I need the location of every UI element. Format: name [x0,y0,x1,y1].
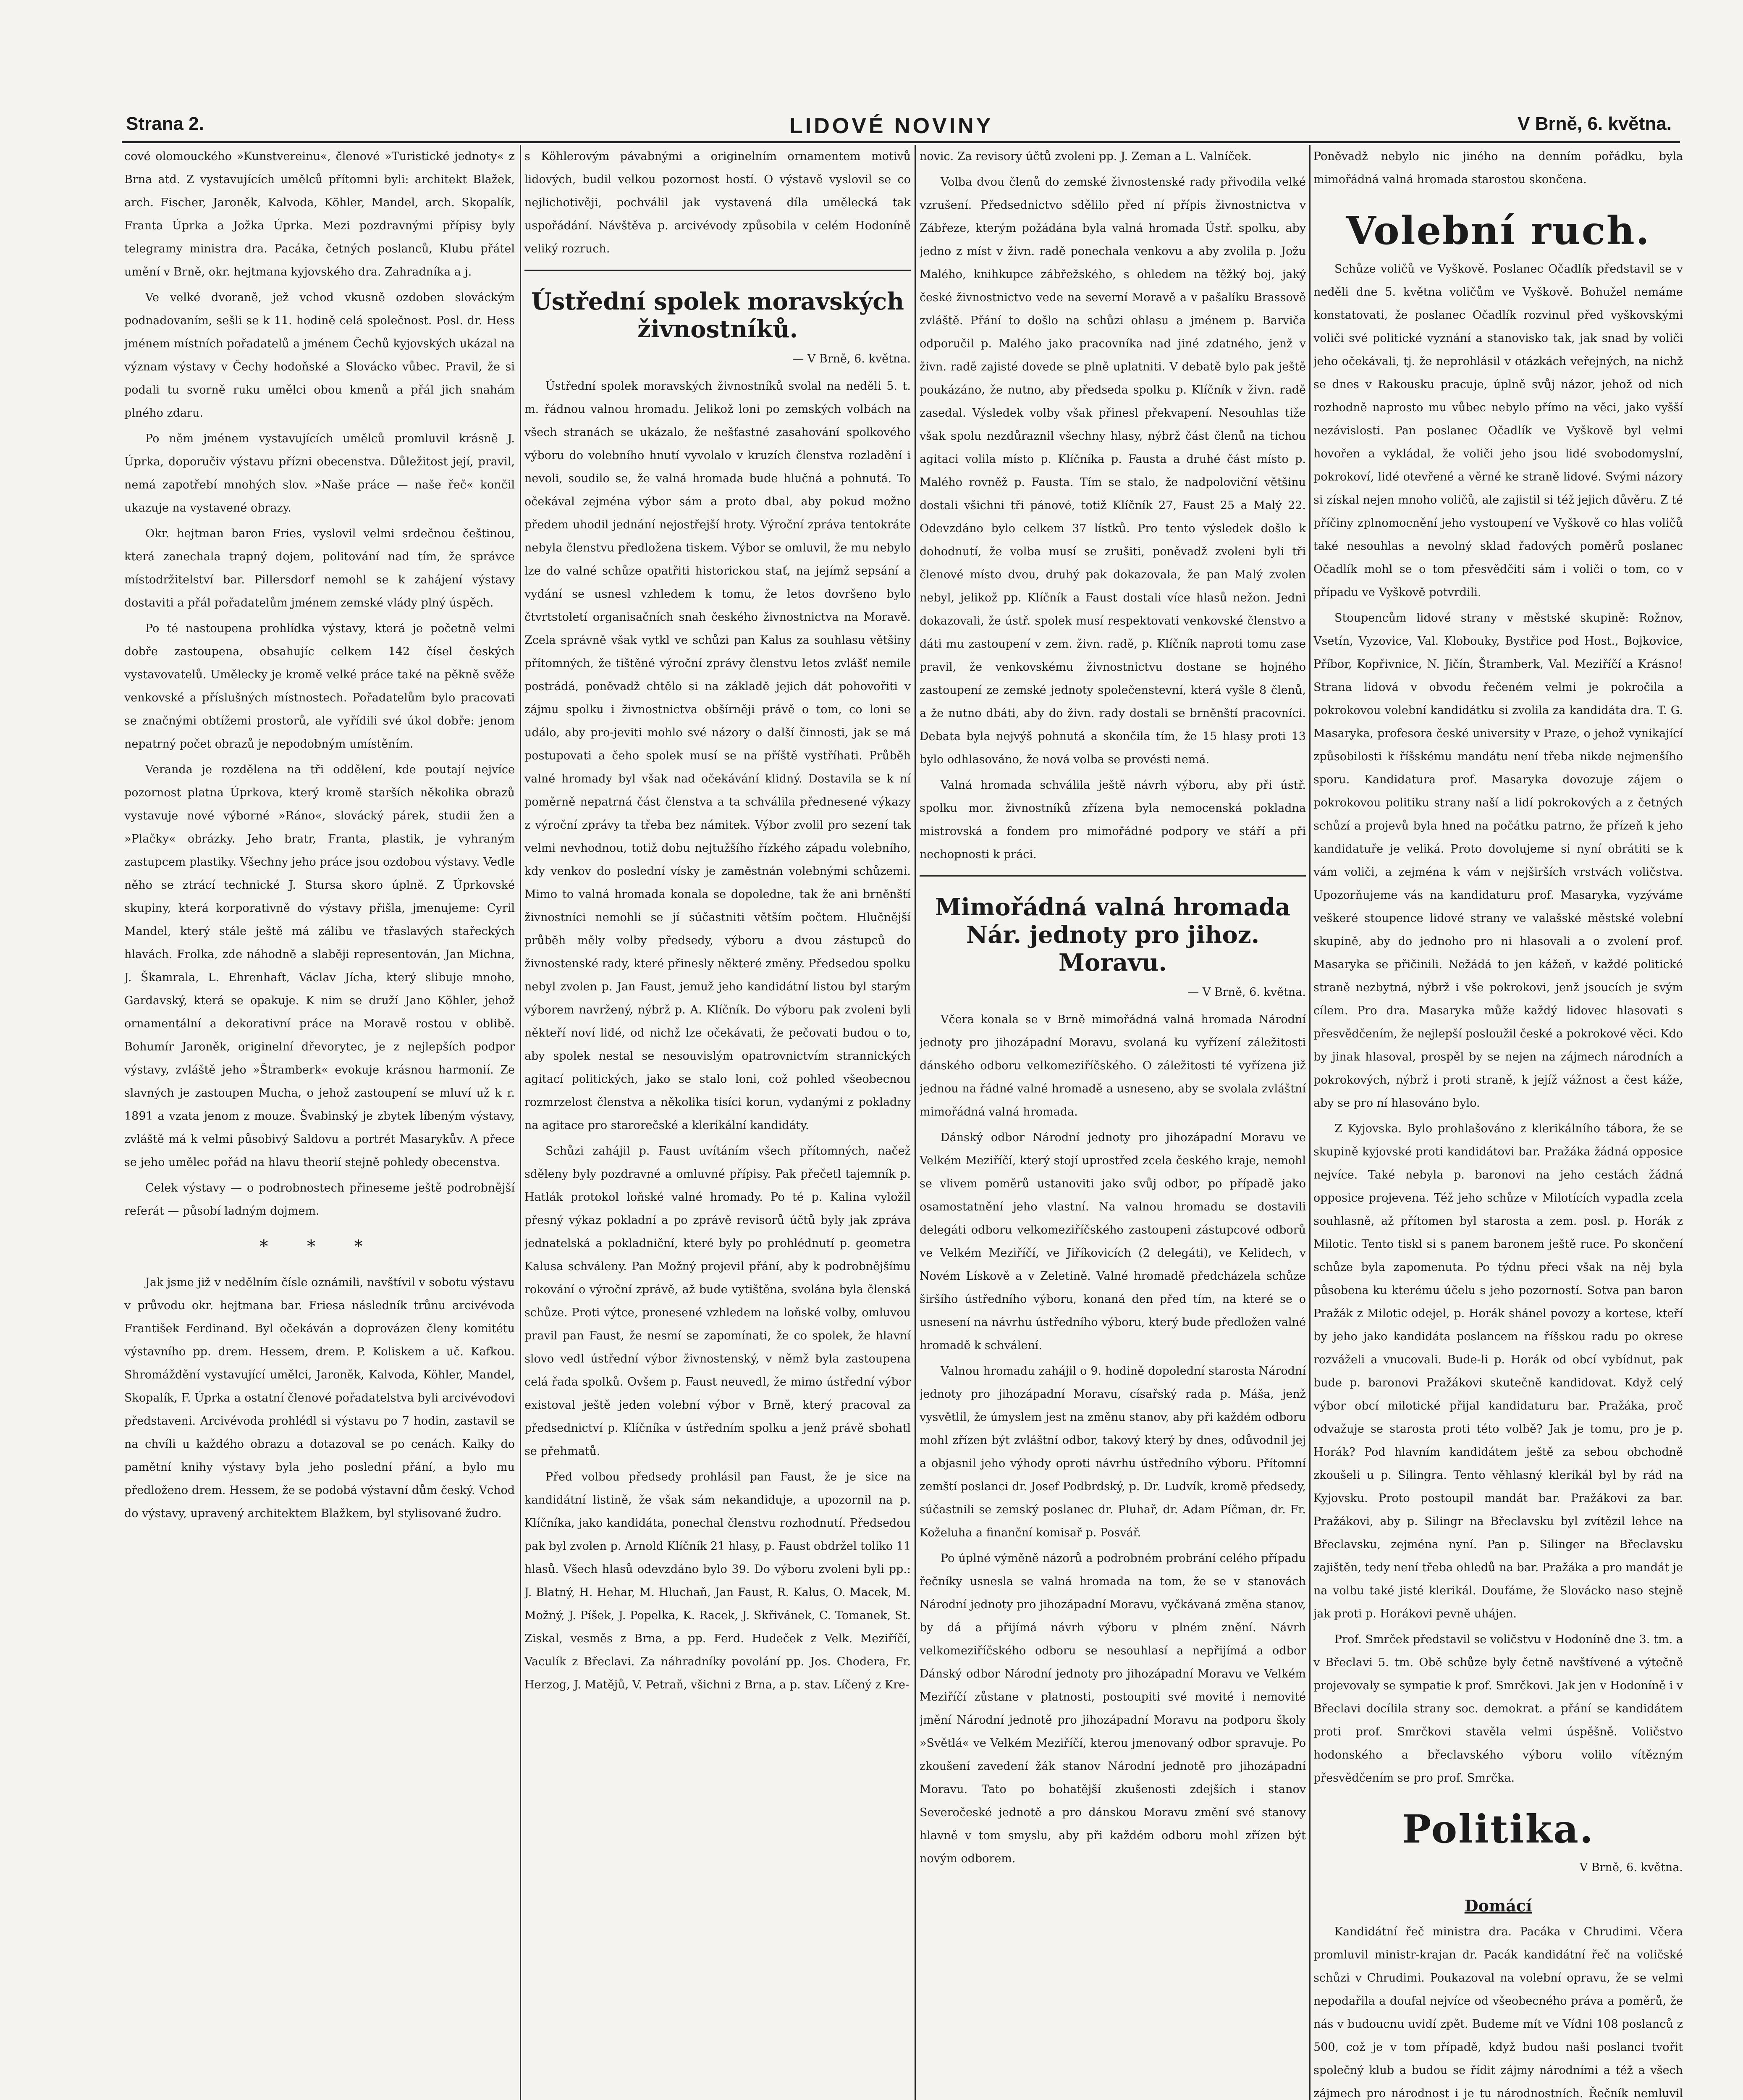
article-heading: Ústřední spolek moravských živnostníků. [531,288,904,343]
article-paragraph: Ve velké dvoraně, jež vchod vkusně ozdoben slováckým podnadovaním, sešli se k 11. hodině celá společnost. Posl. dr. Hess jménem místních pořadatelů a jménem Čechů kyjovských ukázal na význam výstavy v Čechy hodoňské a Slovácko vůbec. Pravil, že si podali tu svorně ruku umělci obou kmenů a přál jich snahám plného zdaru. [124,291,515,420]
section-heading-volebni-ruch: Volební ruch. [1346,208,1651,253]
article-paragraph: Prof. Smrček představil se voličstvu v Hodoníně dne 3. tm. a v Břeclavi 5. tm. Obě schůze byly četně navštívené a výtečně projevovaly se sympatie k prof. Smrčkovi. Jak jen v Hodoníně i v Břeclavi docílila strany soc. demokrat. a přání se kandidátem proti prof. Smrčkovi stavěla velmi úspěšně. Voličstvo hodonského a břeclavského výboru volilo vítězným přesvědčením se pro prof. Smrčka. [1313,1633,1683,1785]
article-paragraph: cové olomouckého »Kunstvereinu«, členové »Turistické jednoty« z Brna atd. Z vystavujících umělců přítomni byli: architekt Blažek, arch. Fischer, Jaroněk, Kalvoda, Köhler, Mandel, arch. Skopalík, Franta Úprka a Jožka Úprka. Mezi pozdravnými přípisy byly telegramy ministra dra. Pacáka, četných poslanců, Klubu přátel umění v Brně, okr. hejtmana kyjovského dra. Zahradníka a j. [124,150,515,278]
article-paragraph: Dánský odbor Národní jednoty pro jihozápadní Moravu ve Velkém Meziříčí, který stojí uprostřed zcela českého kraje, nemohl se vlivem poměrů ustanoviti jako svůj odbor, po případě jako osamostatnění jeho vlastní. Na valnou hromadu se dostavili delegáti odboru velkomeziříčského zastoupeni zástupcové odborů ve Velkém Meziříčí, ve Jiříkovicích (2 delegáti), ve Kelidech, v Novém Lískově a v Zeletině. Valné hromadě předcházela schůze širšího ústředního výboru, konaná den před tím, na které se o usnesení na návrhu ústředního výboru, který bude předložen valné hromadě k schválení. [920,1131,1306,1352]
column-3 [920,145,1306,2100]
column-divider [1309,145,1311,2100]
article-paragraph: Z Kyjovska. Bylo prohlašováno z klerikálního tábora, že se skupině kyjovské proti kandidátovi bar. Pražáka žádná opposice nejvíce. Také nebyla p. baronovi na jeho cestách žádná opposice projevena. Též jeho schůze v Milotících vypadla zcela souhlasně, až přítomen byl starosta a zem. posl. p. Horák z Milotic. Tento tiskl si s panem baronem ještě ruce. Po skončení schůze byla zapomenuta. Po týdnu přeci však na něj byla působena ku kterému účelu s jeho pozorností. Sotva pan baron Pražák z Milotic odejel, p. Horák shánel povozy a kortese, kteří by jeho jako kandidáta poslancem na říšskou radu po okrese rozváželi a vnucovali. Bude-li p. Horák od obcí vybídnut, pak bude p. baronovi Pražákovi skutečně kandidovat. Když celý výbor obcí milotické přijal kandidaturu bar. Pražáka, proč odvažuje se starosta proti této volbě? Jak je tomu, pro je p. Horák? Pod hlavním kandidátem ještě za sebou obchodně zkoušeli u p. Silingra. Tento věhlasný klerikál byl by rád na Kyjovsku. Proto postoupil mandát bar. Pražákovi za bar. Pražákovi, aby p. Silingr na Břeclavsku byl zvítězil lehce na Břeclavsku, zejména nyní. Pan p. Silinger na Břeclavsku zajištěn, tedy není třeba ohledů na bar. Pražáka a pro mandát je na volbu také jisté klerikál. Doufáme, že Slovácko naso stejně jak proti p. Horákovi pevně uhájen. [1313,1122,1683,1620]
page-number: Strana 2. [126,113,204,134]
column-1 [124,145,515,2100]
article-paragraph: Po té nastoupena prohlídka výstavy, která je početně velmi dobře zastoupena, obsahujíc celkem 142 čísel českých vystavovatelů. Umělecky je kromě velké práce také na pěkně svěže venkovské a příslušných místnostech. Pořadatelům bylo pracovati se značnými obtížemi prostorů, ale vyřídili své úkol dobře: jenom nepatrný počet obrazů je nepodobným umístěním. [124,622,515,751]
article-paragraph: Ústřední spolek moravských živnostníků svolal na neděli 5. t. m. řádnou valnou hromadu. Jelikož loni po zemských volbách na všech stranách se ukázalo, že nešťastné zasahování spolkového výboru do volebního hnutí vyvolalo v kruzích členstva rozladění i nevoli, soudilo se, že valná hromada bude hlučná a pohnutá. To očekával zejména výbor sám a proto dbal, aby pokud možno předem uhodil jednání nejostřejší hroty. Výroční zpráva tentokráte nebyla členstvu předložena tiskem. Výbor se omluvil, že mu nebylo lze do valné schůze opatřiti historickou stať, na jejímž sepsání a vydání se usnesl vzhledem k tomu, že letos dovršeno bylo čtvrtstoletí organisačních snah českého živnostnictva na Moravě. Zcela správně však vytkl ve schůzi pan Kalus za souhlasu většiny přítomných, že tištěné výroční zprávy členstvu letos zvlášť nemile postrádá, poněvadž chtělo si na základě jejich dát pohovořiti v zájmu spolku i živnostnictva obšírněji právě o tom, co loni se událo, aby pro-jeviti mohlo své názory o další činnosti, jak se má postupovati a čeho spolek musí se na příště vystříhati. Průběh valné hromady byl však nad očekávání klidný. Dostavila se k ní poměrně nepatrná část členstva a ta schválila přednesené výkazy z výroční zprávy ta třeba bez námitek. Výbor zvolil pro sezení tak velmi nevhodnou, totiž dobu nejtužšího řízkého západu volebního, kdy venkov do poslední vísky je zaměstnán volebnými schůzemi. Mimo to valná hromada konala se dopoledne, tak že ani brněnští živnostníci nemohli se jí súčastniti větším počtem. Hlučnější průběh měly volby předsedy, výboru a dvou zástupců do živnostenské rady, které přinesly některé změny. Předsedou spolku nebyl zvolen p. Jan Faust, jemuž jeho kandidátní listou byl starým výborem navržený, nýbrž p. A. Klíčník. Do výboru pak zvoleni byli někteří noví lidé, od nichž lze očekávati, že pečovati budou o to, aby spolek nestal se nesouvislým opatrovnictvím strannických agitací politických, jako se stalo loni, což pohled všeobecnou rozmrzelost členstva a několika tisíci korun, vydanými z pokladny na agitace pro starorečské a klerikální kandidáty. [524,380,911,1132]
article-paragraph: Veranda je rozdělena na tři oddělení, kde poutají nejvíce pozornost platna Úprkova, který kromě starších několika obrazů vystavuje nové výborné »Ráno«, slovácký párek, studii žen a »Plačky« obrázky. Jeho bratr, Franta, plastik, je vyhraným zastupcem plastiky. Všechny jeho práce jsou ozdobou výstavy. Vedle něho se ztrácí technické J. Stursa skoro úplně. Z Úprkovské skupiny, která korporativně do výstavy přišla, jmenujeme: Cyril Mandel, který stále ještě má zálibu ve třaslavých stařeckých hlavách. Frolka, zde náhodně a slaběji representován, Jan Michna, J. Škamrala, L. Ehrenhaft, Václav Jícha, který slibuje mnoho, Gardavský, která se opakuje. K nim se druží Jano Köhler, jehož ornamentální a dekorativní práce na Moravě rostou v oblibě. Bohumír Jaroněk, originelní dřevorytec, je z nejlepších podpor výstavy, zvláště jeho »Štramberk« evokuje krásnou harmonií. Ze slavných je zastoupen Mucha, o jehož zastoupení se mluví už k r. 1891 a vzata jenom z mouze. Švabinský je zbytek líbeným výstavy, zvláště má k velmi působivý Saldovu a portrét Masarykův. A přece se jeho umělec pořád na hlavu theorií stejně pohledy obecenstva. [124,763,515,1169]
article-paragraph: Valnou hromadu zahájil o 9. hodině dopolední starosta Národní jednoty pro jihozápadní Moravu, císařský rada p. Máša, jenž vysvětlil, že úmyslem jest na změnu stanov, aby při každém odboru mohl zřízen být zvláštní odbor, takový který by dnes, odůvodnil jej a objasnil jeho výhody oproti návrhu ústředního výboru. Přítomní zemští poslanci dr. Josef Podbrdský, p. Dr. Ludvík, kromě předsedy, súčastnili se zemský poslanec dr. Pluhař, dr. Adam Píčman, dr. Fr. Koželuha a finanční komisař p. Posvář. [920,1365,1306,1539]
section-heading-politika: Politika. [1402,1806,1594,1852]
article-paragraph: Schůzi zahájil p. Faust uvítáním všech přítomných, načež sděleny byly pozdravné a omluvné přípisy. Pak přečetl tajemník p. Hatlák protokol loňské valné hromady. Po té p. Kalina vyložil přesný výkaz pokladní a po zprávě revisorů účtů byly jak zpráva jednatelská a pokladniční, které byly po prohlédnutí p. geometra Kalusa schváleny. Pan Možný projevil přání, aby k podrobnějšímu rokování o výroční zprávě, až bude vytištěna, svolána byla členská schůze. Proti výtce, pronesené vzhledem na loňské volby, omluvou pravil pan Faust, že nesmí se zapomínati, že co spolek, že hlavní slovo vedl ústřední výbor živnostenský, v němž byla zastoupena celá řada spolků. Ovšem p. Faust neuvedl, že mimo ústřední výbor existoval ještě jeden volební výbor v Brně, který pracoval za předsednictví p. Klíčníka v ústředním spolku a jenž právě sbohatl se přehmatů. [524,1144,911,1458]
article-rule [524,270,911,271]
column-4 [1313,145,1683,2100]
article-paragraph: Před volbou předsedy prohlásil pan Faust, že je sice na kandidátní listině, že však sám nekandiduje, a upozornil na p. Klíčníka, jako kandidáta, ponechal členstvu rozhodnutí. Předsedou pak byl zvolen p. Arnold Klíčník 21 hlasy, p. Faust obdržel toliko 11 hlasů. Všech hlasů odevzdáno bylo 39. Do výboru zvoleni byli pp.: J. Blatný, H. Hehar, M. Hluchaň, Jan Faust, R. Kalus, O. Macek, M. Možný, J. Píšek, J. Popelka, K. Racek, J. Skřivánek, C. Tomanek, St. Ziskal, vesměs z Brna, a pp. Ferd. Hudeček z Velk. Meziříčí, Vaculík z Břeclavi. Za náhradníky povolání pp. Jos. Chodera, Fr. Herzog, J. Matějů, V. Petraň, všichni z Brna, a p. stav. Líčený z Kre- [524,1470,911,1691]
article-heading: Mimořádná valná hromada Nár. jednoty pro jihoz. Moravu. [935,893,1291,976]
article-paragraph: Po něm jménem vystavujících umělců promluvil krásně J. Úprka, doporučiv výstavu přízni obecenstva. Důležitost její, pravil, nemá zapotřebí mnohých slov. »Naše práce — naše řeč« končil ukazuje na vystavené obrazy. [124,432,515,514]
article-paragraph: Valná hromada schválila ještě návrh výboru, aby při ústř. spolku mor. živnostníků zřízena byla nemocenská pokladna mistrovská a fondem pro mimořádné podpory ve stáří a při nechopnosti k práci. [920,779,1306,861]
column-divider [520,145,521,2100]
dateline: — V Brně, 6. května. [1187,986,1306,999]
article-rule [920,875,1306,877]
article-paragraph: Včera konala se v Brně mimořádná valná hromada Národní jednoty pro jihozápadní Moravu, svolaná ku vyřízení záležitosti dánského odboru velkomeziříčského. O záležitosti té vyřízena již jednou na řádné valné hromadě a usneseno, aby se svolala zvláštní mimořádná valná hromada. [920,1013,1306,1118]
article-paragraph: Schůze voličů ve Vyškově. Poslanec Očadlík představil se v neděli dne 5. května voličům ve Vyškově. Bohužel nemáme konstatovati, že poslanec Očadlík rozvinul před vyškovskými voliči své politické vyznání a stanovisko tak, jak snad by voliči jeho očekávali, tj. že neprohlásil v otázkách veřejných, na nichž se dnes v Rakousku pracuje, úplně svůj názor, jehož od nich rozhodně naprosto mu vůbec nebylo přímo na věci, jako vyšší nezávislosti. Pan poslanec Očadlík ve Vyškově byl velmi hovořen a vykládal, že voliči jeho jsou lidé svobodomyslní, pokrokoví, lidé otevřené a věrné ke straně lidové. Svými názory si získal nejen mnoho voličů, ale zajistil si též jejich důvěru. Z té příčiny zplnomocnění jeho vystoupení ve Vyškově co hlas voličů také nesouhlas a nevolný sklad řadových poměrů poslanec Očadlík mohl se o tom přesvědčiti sám i voliči o tom, co v případu ve Vyškově potvrdili. [1313,262,1683,599]
dateline: V Brně, 6. května. [1579,1861,1683,1874]
masthead-rule [122,141,1680,143]
article-paragraph: Jak jsme již v nedělním čísle oznámili, navštívil v sobotu výstavu v průvodu okr. hejtmana bar. Friesa následník trůnu arcivévoda František Ferdinand. Byl očekáván a doprovázen členy komitétu výstavního pp. drem. Hessem, drem. P. Koliskem a uč. Kafkou. Shromáždění vystavující umělci, Jaroněk, Kalvoda, Köhler, Mandel, Skopalík, F. Úprka a ostatní členové pořadatelstva byli arcivévodovi představeni. Arcivévoda prohlédl si výstavu po 7 hodin, zastavil se na chvíli u každého obrazu a dotazoval se po cenách. Kaiky do pamětní knihy výstavy byla jeho poslední přání, a bylo mu předloženo drem. Hessem, že se podobá výstavní dům český. Vchod do výstavy, upravený architektem Blažkem, byl stylisované žudro. [124,1276,515,1520]
article-paragraph: Kandidátní řeč ministra dra. Pacáka v Chrudimi. Včera promluvil ministr-krajan dr. Pacák kandidátní řeč na voličské schůzi v Chrudimi. Poukazoval na volební opravu, že se velmi nepodařila a doufal nejvíce od všeobecného práva a poměrů, že nás v budoucnu uvidí zpět. Budeme mít ve Vídni 108 poslanců z 500, což je v tom případě, když budou naši poslanci tvořit společný klub a budou se řídit zájmy národními a též a všech zájmech pro národnost i je tu národnostních. Řečník nemluvil [1313,1925,1683,2100]
article-paragraph: Volba dvou členů do zemské živnostenské rady přivodila velké vzrušení. Předsednictvo sdělilo před ní přípis živnostnictva v Zábřeze, kterým požádána byla valná hromada Ústř. spolku, aby jedno z míst v živn. radě ponechala venkovu a aby zvolila p. Jožu Malého, knihkupce zábřežského, s ohledem na těžký boj, jaký české živnostnictvo vede na severní Moravě a v pašalíku Brassově zvláště. Přání to došlo na schůzi ohlasu a jménem p. Barviča odporučil p. Malého jako pracovníka nad jiné zdatného, jenž v živn. radě zajisté dovede se plně uplatniti. V debatě bylo pak ještě poukázáno, že nutno, aby předseda spolku p. Klíčník v živn. radě zasedal. Výsledek volby však přinesl překvapení. Nesouhlas tiže však spolu nezdůraznil všechny hlasy, nýbrž část členů na tichou agitaci volila místo p. Klíčníka p. Fausta a druhé část místo p. Malého rovněž p. Fausta. Tím se stalo, že nadpoloviční většinu dostali všichni tři pánové, totiž Klíčník 27, Faust 25 a Malý 22. Odevzdáno bylo celkem 37 lístků. Pro tento výsledek došlo k dohodnutí, že volba musí se zrušiti, poněvadž zvoleni byli tři členové místo dvou, druhý pak dokazovala, že pan Malý zvolen nebyl, jelikož pp. Klíčník a Faust dostali více hlasů nežon. Jedni dokazovali, že ústř. spolek musí respektovati venkovské členstvo a dáti mu zastoupení v zem. živn. radě, p. Klíčník naproti tomu zase pravil, že venkovskému živnostnictvu dostane se hojného zastoupení ze zemské jednoty společenstevní, která vyšle 8 členů, a že nutno dbáti, aby do živn. rady dostali se brněnští pracovníci. Debata byla nejvýš pohnutá a skončila tím, že 15 hlasy proti 13 bylo odhlasováno, že nová volba se provésti nemá. [920,176,1306,766]
article-paragraph: Celek výstavy — o podrobnostech přineseme ještě podrobnější referát — působí ladným dojmem. [124,1181,515,1218]
masthead [0,0,1743,139]
article-paragraph: Po úplné výměně názorů a podrobném probrání celého případu řečníky usnesla se valná hromada na tom, že se v stanovách Národní jednoty pro jihozápadní Moravu, vyčkávaná změna stanov, by dá a přijímá návrh výboru v plném znění. Návrh velkomeziříčského odboru se nesouhlasí a nepřijímá a odbor Dánský odbor Národní jednoty pro jihozápadní Moravu ve Velkém Meziříčí zůstane v platnosti, postoupiti své movité i nemovité jmění Národní jednotě pro jihozápadní Moravu na podporu školy »Světlá« ve Velkém Meziříčí, kterou jmenovaný odbor spravuje. Po zkoušení zavedení žák stanov Národní jednotě pro jihozápadní Moravu. Tato po bohatější zkušenosti zdejších i stanov Severočeské jednotě a pro dánskou Moravu změní své stanovy hlavně v tom smyslu, aby při každém odboru mohl zřízen být novým odborem. [920,1552,1306,1865]
article-paragraph: novic. Za revisory účtů zvoleni pp. J. Zeman a L. Valníček. [920,150,1252,163]
article-paragraph: s Köhlerovým pávabnými a originelním ornamentem motivů lidových, budil velkou pozornost hostí. O výstavě vyslovil se co nejlichotivěji, pochválil jak vystavená díla umělecká tak uspořádání. Návštěva p. arcivévody způsobila v celém Hodoníně veliký rozruch. [524,150,911,255]
subsection-heading-domaci: Domácí [1464,1896,1532,1915]
article-paragraph: Okr. hejtman baron Fries, vyslovil velmi srdečnou češtinou, která zanechala trapný dojem, politování nad tím, že správce místodržitelství bar. Pillersdorf nemohl se k zahájení výstavy dostaviti a přál pořadatelům jménem zemské vlády plný úspěch. [124,527,515,609]
dateline: — V Brně, 6. května. [792,352,911,365]
section-separator: * * * [259,1237,380,1256]
column-2 [524,145,911,2100]
newspaper-title: LIDOVÉ NOVINY [789,114,993,138]
column-divider [915,145,916,2100]
issue-date: V Brně, 6. května. [1518,113,1672,134]
article-paragraph: Stoupencům lidové strany v městské skupině: Rožnov, Vsetín, Vyzovice, Val. Klobouky, Bystřice pod Host., Bojkovice, Příbor, Kopřivnice, N. Jičín, Štramberk, Val. Meziříčí a Krásno! Strana lidová v obvodu řečeném velmi je pokročila a pokrokovou volební kandidátku si zvolila za kandidáta dra. T. G. Masaryka, profesora české university v Praze, o jehož vynikající způsobilosti k říšskému mandátu není třeba nikde nejmenšího sporu. Kandidatura prof. Masaryka dovozuje zájem o pokrokovou politiku strany naší a lidí pokrokových a z četných schůzí a projevů byla hned na počátku patrno, že přízeň k jeho kandidatuře je veliká. Proto dovolujeme si nyní obrátiti se k vám voliči, a zejména k vám v nejširších vrstvách voličstva. Upozorňujeme vás na kandidaturu prof. Masaryka, vyzýváme veškeré stoupence lidové strany ve valašské městské volební skupině, aby do jednoho pro ni hlasovali a o zvolení prof. Masaryka se přičinili. Nežádá to jen kážeň, v každé politické straně nezbytná, nýbrž i vše pokrokovi, jenž jsoucích je svým cílem. Pro dra. Masaryka může každý lidovec hlasovati s přesvědčením, že nejlepší posloužil české a pokrokové věci. Kdo by jinak hlasoval, prospěl by se nejen na zájmech národních a pokrokových, nýbrž i proti straně, k jejíž vážnost a čest káže, aby se pro ní hlasováno bylo. [1313,612,1683,1110]
article-paragraph: Poněvadž nebylo nic jiného na denním pořádku, byla mimořádná valná hromada starostou skončena. [1313,150,1683,186]
